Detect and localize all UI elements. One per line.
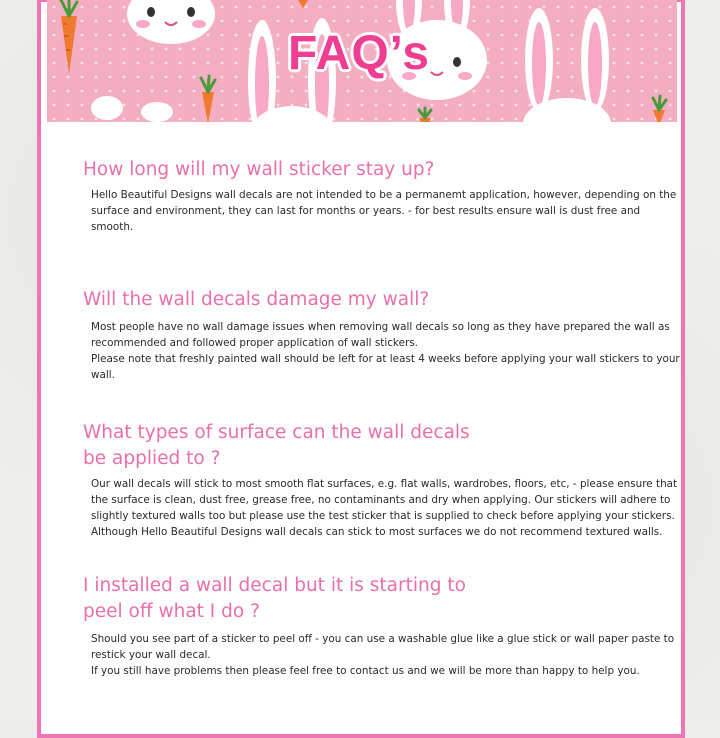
faq-question: How long will my wall sticker stay up? [83,159,435,180]
faq-answer [83,631,683,679]
bunny-face-icon [127,0,215,44]
faq-item [83,287,683,383]
bunny-ears-icon [523,8,611,122]
faq-answer [83,187,683,235]
faq-answer-paragraph: Should you see part of a sticker to peel off - you can use a washable glue like a glue stick or wall paper paste to restick your wall decal. [91,633,675,661]
carrot-icon [653,96,666,122]
faq-answer-paragraph: Most people have no wall damage issues when removing wall decals so long as they have prepared the wall as recommended and followed proper application of wall stickers. [91,321,670,349]
faq-answer [83,476,683,540]
faq-item [83,157,683,235]
faq-answer-paragraph: If you still have problems then please feel free to contact us and we will be more than happy to help you. [91,665,640,677]
page-title: FAQ’s [288,27,430,80]
faq-answer-paragraph: Please note that freshly painted wall should be left for at least 4 weeks before applying your wall stickers to your wall. [91,353,680,381]
faq-item [83,573,483,625]
carrot-icon [61,0,77,74]
bunny-ears-icon [91,96,173,122]
faq-question: Will the wall decals damage my wall? [83,289,430,310]
faq-item [83,420,483,472]
faq-question: What types of surface can the wall decals be applied to ? [83,422,470,469]
faq-item-answer-block [83,631,683,679]
carrot-icon [201,76,215,122]
faq-item-answer-block [83,476,683,540]
faq-answer-paragraph: Our wall decals will stick to most smooth flat surfaces, e.g. flat walls, wardrobes, floors, etc, - please ensure that the surface is clean, dust free, grease free, no contaminants and dry when applying. Our stickers will adhere to slightly textured walls too but please use the test sticker that is supplied to check before applying your stickers. Although Hello Beautiful Designs wall decals can stick to most surfaces we do not recommend textured walls. [91,478,678,538]
faq-answer [83,319,683,383]
faq-answer-paragraph: Hello Beautiful Designs wall decals are not intended to be a permanemt application, however, depending on the surface and environment, they can last for months or years. - for best results ensure wall is dust free and smooth. [91,189,677,233]
carrot-icon [298,0,308,8]
carrot-icon [419,108,431,122]
faq-question: I installed a wall decal but it is starting to peel off what I do ? [83,575,466,622]
